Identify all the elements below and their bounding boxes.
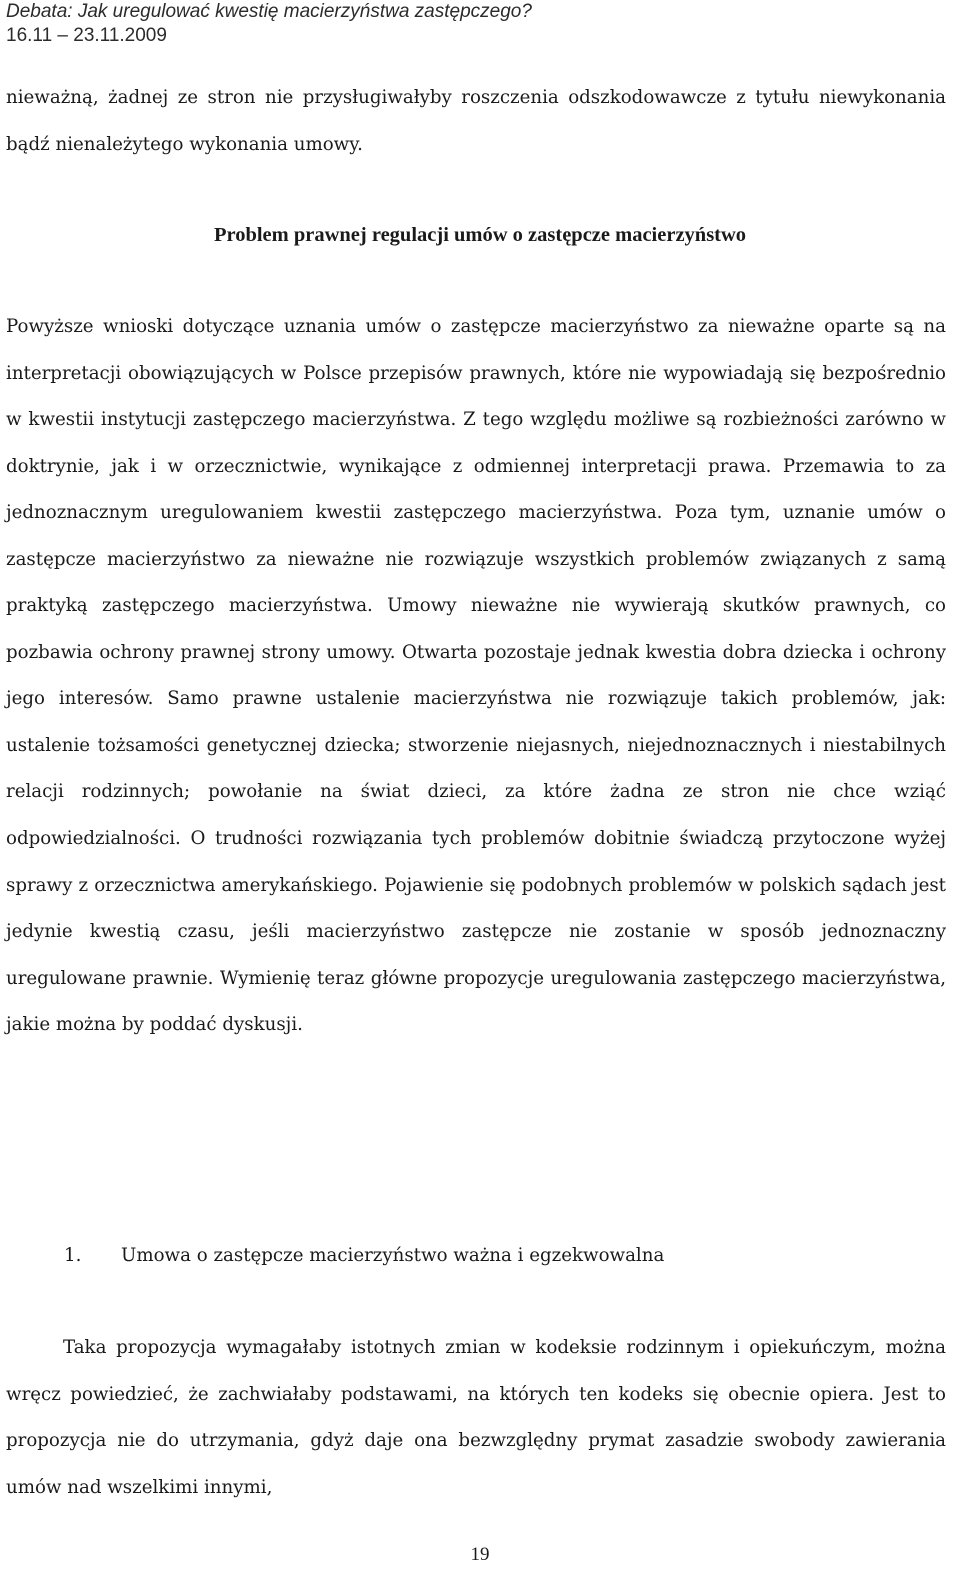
- item-title: Umowa o zastępcze macierzyństwo ważna i egzekwowalna: [121, 1245, 665, 1266]
- running-header: [6, 0, 532, 48]
- header-dates: 16.11 – 23.11.2009: [6, 25, 167, 46]
- main-paragraph: Powyższe wnioski dotyczące uznania umów o zastępcze macierzyństwo za nieważne oparte są na interpretacji obowiązujących w Polsce przepisów prawnych, które nie wypowiadają się bezpośrednio w kwestii instytucji zastępczego macierzyństwa. Z tego względu możliwe są rozbieżności zarówno w doktrynie, jak i w orzecznictwie, wynikające z odmiennej interpretacji prawa. Przemawia to za jednoznacznym uregulowaniem kwestii zastępczego macierzyństwa. Poza tym, uznanie umów o zastępcze macierzyństwo za nieważne nie rozwiązuje wszystkich problemów związanych z samą praktyką zastępczego macierzyństwa. Umowy nieważne nie wywierają skutków prawnych, co pozbawia ochrony prawnej strony umowy. Otwarta pozostaje jednak kwestia dobra dziecka i ochrony jego interesów. Samo prawne ustalenie macierzyństwa nie rozwiązuje takich problemów, jak: ustalenie tożsamości genetycznej dziecka; stworzenie niejasnych, niejednoznacznych i niestabilnych relacji rodzinnych; powołanie na świat dzieci, za które żadna ze stron nie chce wziąć odpowiedzialności. O trudności rozwiązania tych problemów dobitnie świadczą przytoczone wyżej sprawy z orzecznictwa amerykańskiego. Pojawienie się podobnych problemów w polskich sądach jest jedynie kwestią czasu, jeśli macierzyństwo zastępcze nie zostanie w sposób jednoznaczny uregulowane prawnie. Wymienię teraz główne propozycje uregulowania zastępczego macierzyństwa, jakie można by poddać dyskusji.: [6, 316, 946, 1036]
- numbered-item: [6, 1236, 946, 1276]
- second-paragraph: Taka propozycja wymagałaby istotnych zmian w kodeksie rodzinnym i opiekuńczym, można wręcz powiedzieć, że zachwiałaby podstawami, na których ten kodeks się obecnie opiera. Jest to propozycja nie do utrzymania, gdyż daje ona bezwzględny prymat zasadzie swobody zawierania umów nad wszelkimi innymi,: [6, 1337, 946, 1499]
- header-title: Debata: Jak uregulować kwestię macierzyństwa zastępczego?: [6, 1, 532, 22]
- section-heading: Problem prawnej regulacji umów o zastępcze macierzyństwo: [213, 224, 747, 246]
- continuation-paragraph: nieważną, żadnej ze stron nie przysługiwałyby roszczenia odszkodowawcze z tytułu niewykonania bądź nienależytego wykonania umowy.: [6, 87, 946, 155]
- page-number: 19: [470, 1544, 490, 1565]
- item-number: 1.: [64, 1245, 82, 1266]
